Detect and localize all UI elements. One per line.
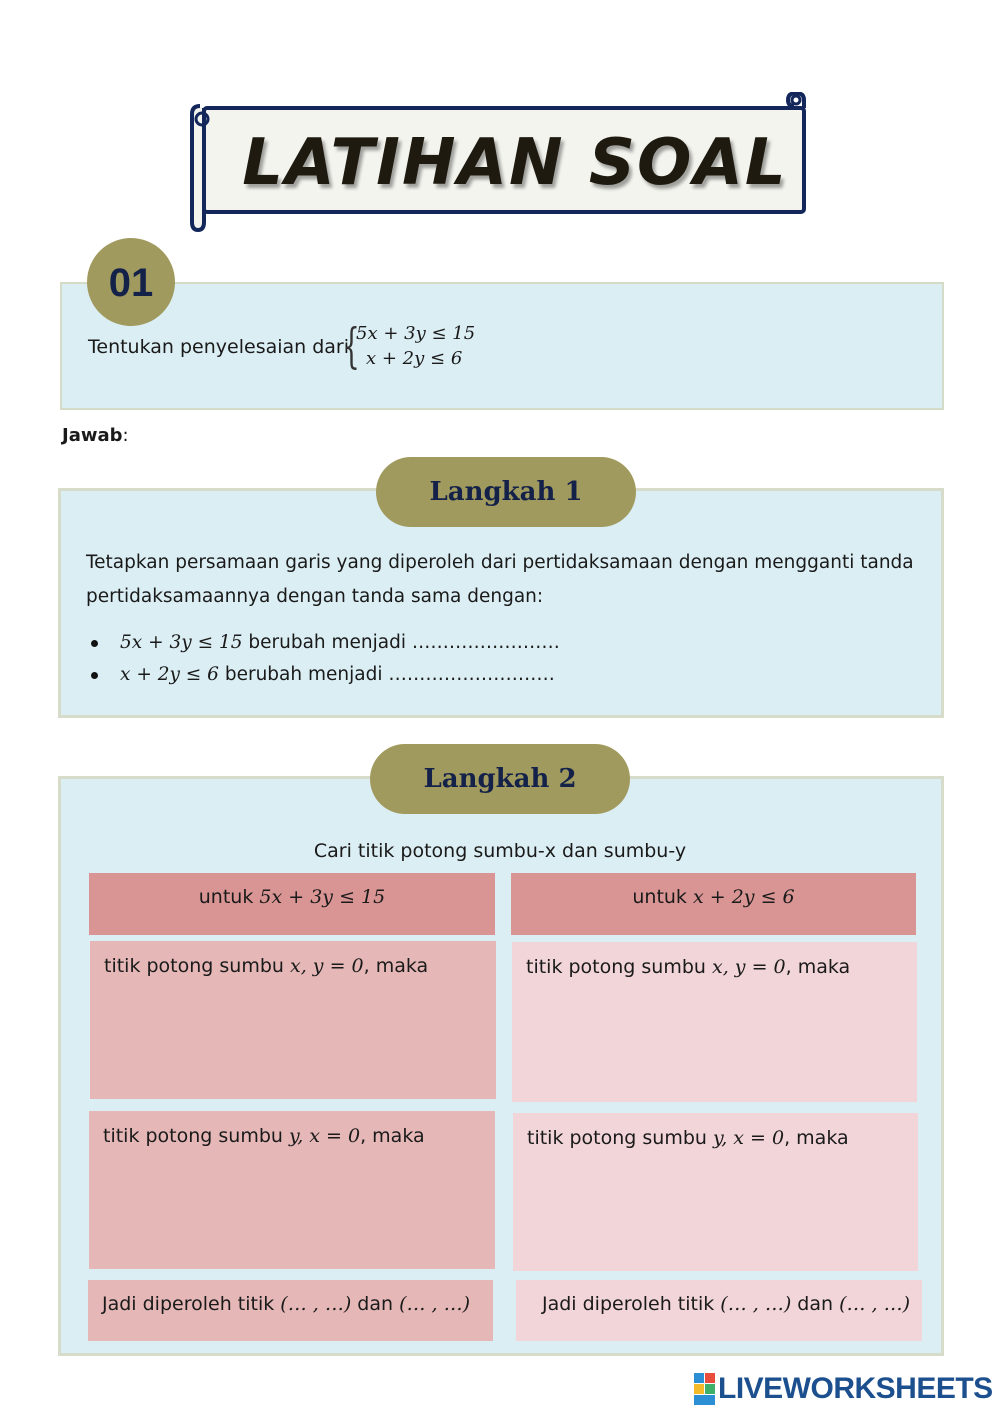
step-1-item-1: [91, 632, 560, 653]
answer-label-colon: :: [122, 425, 129, 446]
column-header-right: [511, 873, 916, 935]
conclusion-label: Jadi diperoleh titik: [542, 1293, 715, 1315]
cell-label: titik potong sumbu: [527, 1127, 707, 1149]
step-1-item-expr: x + 2y ≤ 6: [120, 664, 219, 685]
cell-expression: y, x = 0: [713, 1127, 785, 1149]
cell-label: titik potong sumbu: [104, 955, 284, 977]
left-x-intercept-cell[interactable]: [90, 941, 496, 1099]
bullet-icon: [91, 672, 98, 679]
left-conclusion-cell[interactable]: [88, 1280, 493, 1341]
cell-expression: y, x = 0: [289, 1125, 361, 1147]
cell-expression: x, y = 0: [290, 955, 364, 977]
answer-label-text: Jawab: [62, 425, 123, 446]
header-prefix: untuk: [632, 886, 687, 908]
cell-suffix: , maka: [784, 1127, 849, 1149]
step-2-title: Langkah 2: [370, 744, 630, 814]
question-prompt: Tentukan penyelesaian dari: [88, 336, 350, 358]
step-1-item-text[interactable]: berubah menjadi ……………………: [248, 632, 560, 653]
bullet-icon: [91, 640, 98, 647]
header-expression: 5x + 3y ≤ 15: [259, 886, 386, 908]
step-2-caption: Cari titik potong sumbu-x dan sumbu-y: [313, 840, 687, 862]
cell-expression: x, y = 0: [712, 956, 786, 978]
header-expression: x + 2y ≤ 6: [693, 886, 795, 908]
right-conclusion-cell[interactable]: [516, 1280, 922, 1341]
step-1-item-2: [91, 664, 555, 685]
conclusion-point-1[interactable]: (… , …): [720, 1293, 792, 1315]
cell-suffix: , maka: [785, 956, 851, 978]
step-1-description: Tetapkan persamaan garis yang diperoleh dari pertidaksamaan dengan mengganti tanda pertidaksamaannya dengan tanda sama dengan:: [86, 552, 914, 607]
cell-suffix: , maka: [363, 955, 429, 977]
step-1-item-text[interactable]: berubah menjadi ………………………: [224, 664, 555, 685]
header-prefix: untuk: [198, 886, 254, 908]
right-y-intercept-cell[interactable]: [513, 1113, 918, 1271]
cell-label: titik potong sumbu: [103, 1125, 283, 1147]
liveworksheets-logo-icon: [694, 1373, 716, 1407]
step-1-title: Langkah 1: [376, 457, 636, 527]
conclusion-label: Jadi diperoleh titik: [102, 1293, 275, 1315]
column-header-left: [89, 873, 495, 935]
cell-label: titik potong sumbu: [526, 956, 706, 978]
liveworksheets-brand: LIVEWORKSHEETS: [718, 1372, 993, 1405]
conclusion-point-1[interactable]: (… , …): [280, 1293, 352, 1315]
conclusion-point-2[interactable]: (… , …): [399, 1293, 471, 1315]
conclusion-point-2[interactable]: (… , …): [839, 1293, 911, 1315]
worksheet-title: LATIHAN SOAL: [242, 126, 788, 200]
cell-suffix: , maka: [360, 1125, 425, 1147]
conclusion-and: dan: [797, 1293, 834, 1315]
step-1-item-expr: 5x + 3y ≤ 15: [120, 632, 243, 653]
question-equation-1: 5x + 3y ≤ 15: [356, 323, 476, 344]
conclusion-and: dan: [357, 1293, 394, 1315]
system-brace: {: [343, 318, 360, 374]
right-x-intercept-cell[interactable]: [512, 942, 917, 1102]
question-equation-2: x + 2y ≤ 6: [366, 348, 463, 369]
left-y-intercept-cell[interactable]: [89, 1111, 495, 1269]
question-number-badge: 01: [87, 238, 175, 326]
answer-label: [62, 425, 129, 446]
